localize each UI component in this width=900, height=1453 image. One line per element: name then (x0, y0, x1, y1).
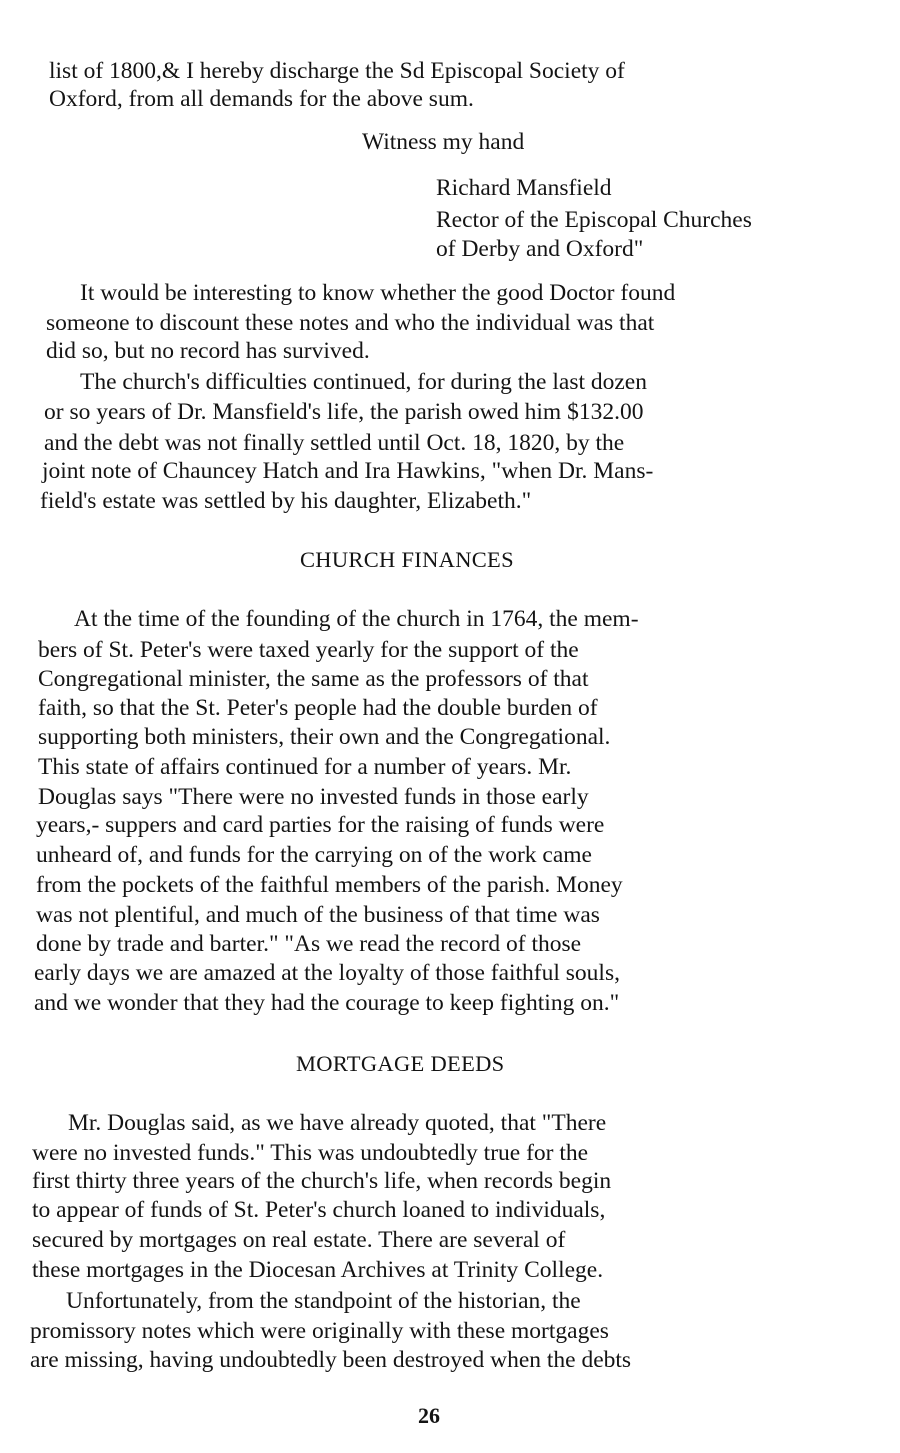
text-line: Mr. Douglas said, as we have already quoted, that "There (68, 1110, 607, 1136)
text-line: The church's difficulties continued, for during the last dozen (80, 369, 647, 395)
text-line: joint note of Chauncey Hatch and Ira Hawkins, "when Dr. Mans- (42, 458, 654, 484)
text-line: first thirty three years of the church's life, when records begin (32, 1168, 612, 1194)
text-line: bers of St. Peter's were taxed yearly for the support of the (38, 637, 579, 663)
text-line: were no invested funds." This was undoubtedly true for the (32, 1140, 589, 1166)
page-number: 26 (418, 1403, 440, 1428)
text-line: from the pockets of the faithful members of the parish. Money (36, 872, 623, 898)
text-line: Oxford, from all demands for the above sum. (49, 86, 474, 112)
text-line: early days we are amazed at the loyalty of those faithful souls, (34, 960, 620, 986)
text-line: Congregational minister, the same as the professors of that (38, 666, 589, 692)
text-line: It would be interesting to know whether the good Doctor found (80, 280, 676, 306)
text-line: field's estate was settled by his daughter, Elizabeth." (40, 488, 532, 514)
text-line: Unfortunately, from the standpoint of the historian, the (66, 1288, 581, 1314)
text-line: secured by mortgages on real estate. There are several of (32, 1227, 566, 1253)
text-line: faith, so that the St. Peter's people had the double burden of (38, 695, 598, 721)
text-line: and the debt was not finally settled until Oct. 18, 1820, by the (44, 430, 625, 456)
signature-name: Richard Mansfield (436, 175, 612, 201)
text-line: these mortgages in the Diocesan Archives at Trinity College. (32, 1257, 604, 1283)
text-line: years,- suppers and card parties for the raising of funds were (36, 812, 605, 838)
text-line: unheard of, and funds for the carrying on of the work came (36, 842, 592, 868)
text-line: to appear of funds of St. Peter's church loaned to individuals, (32, 1197, 606, 1223)
text-line: Douglas says "There were no invested funds in those early (38, 784, 589, 810)
text-line: This state of affairs continued for a number of years. Mr. (38, 754, 572, 780)
signature-title: of Derby and Oxford" (436, 236, 644, 262)
text-line: promissory notes which were originally with these mortgages (30, 1318, 609, 1344)
text-line: supporting both ministers, their own and the Congregational. (38, 724, 611, 750)
text-line: At the time of the founding of the church in 1764, the mem- (74, 606, 639, 632)
section-heading: CHURCH FINANCES (300, 547, 514, 572)
section-heading: MORTGAGE DEEDS (296, 1051, 505, 1076)
text-line: or so years of Dr. Mansfield's life, the parish owed him $132.00 (44, 399, 644, 425)
text-line: done by trade and barter." "As we read the record of those (36, 931, 582, 957)
text-line: and we wonder that they had the courage to keep fighting on." (34, 990, 620, 1016)
text-line: list of 1800,& I hereby discharge the Sd Episcopal Society of (49, 58, 625, 84)
text-line: someone to discount these notes and who the individual was that (46, 310, 655, 336)
witness-line: Witness my hand (362, 129, 525, 155)
signature-title: Rector of the Episcopal Churches (436, 207, 752, 233)
text-line: did so, but no record has survived. (46, 338, 370, 364)
text-line: was not plentiful, and much of the business of that time was (36, 902, 600, 928)
text-line: are missing, having undoubtedly been destroyed when the debts (30, 1347, 632, 1373)
